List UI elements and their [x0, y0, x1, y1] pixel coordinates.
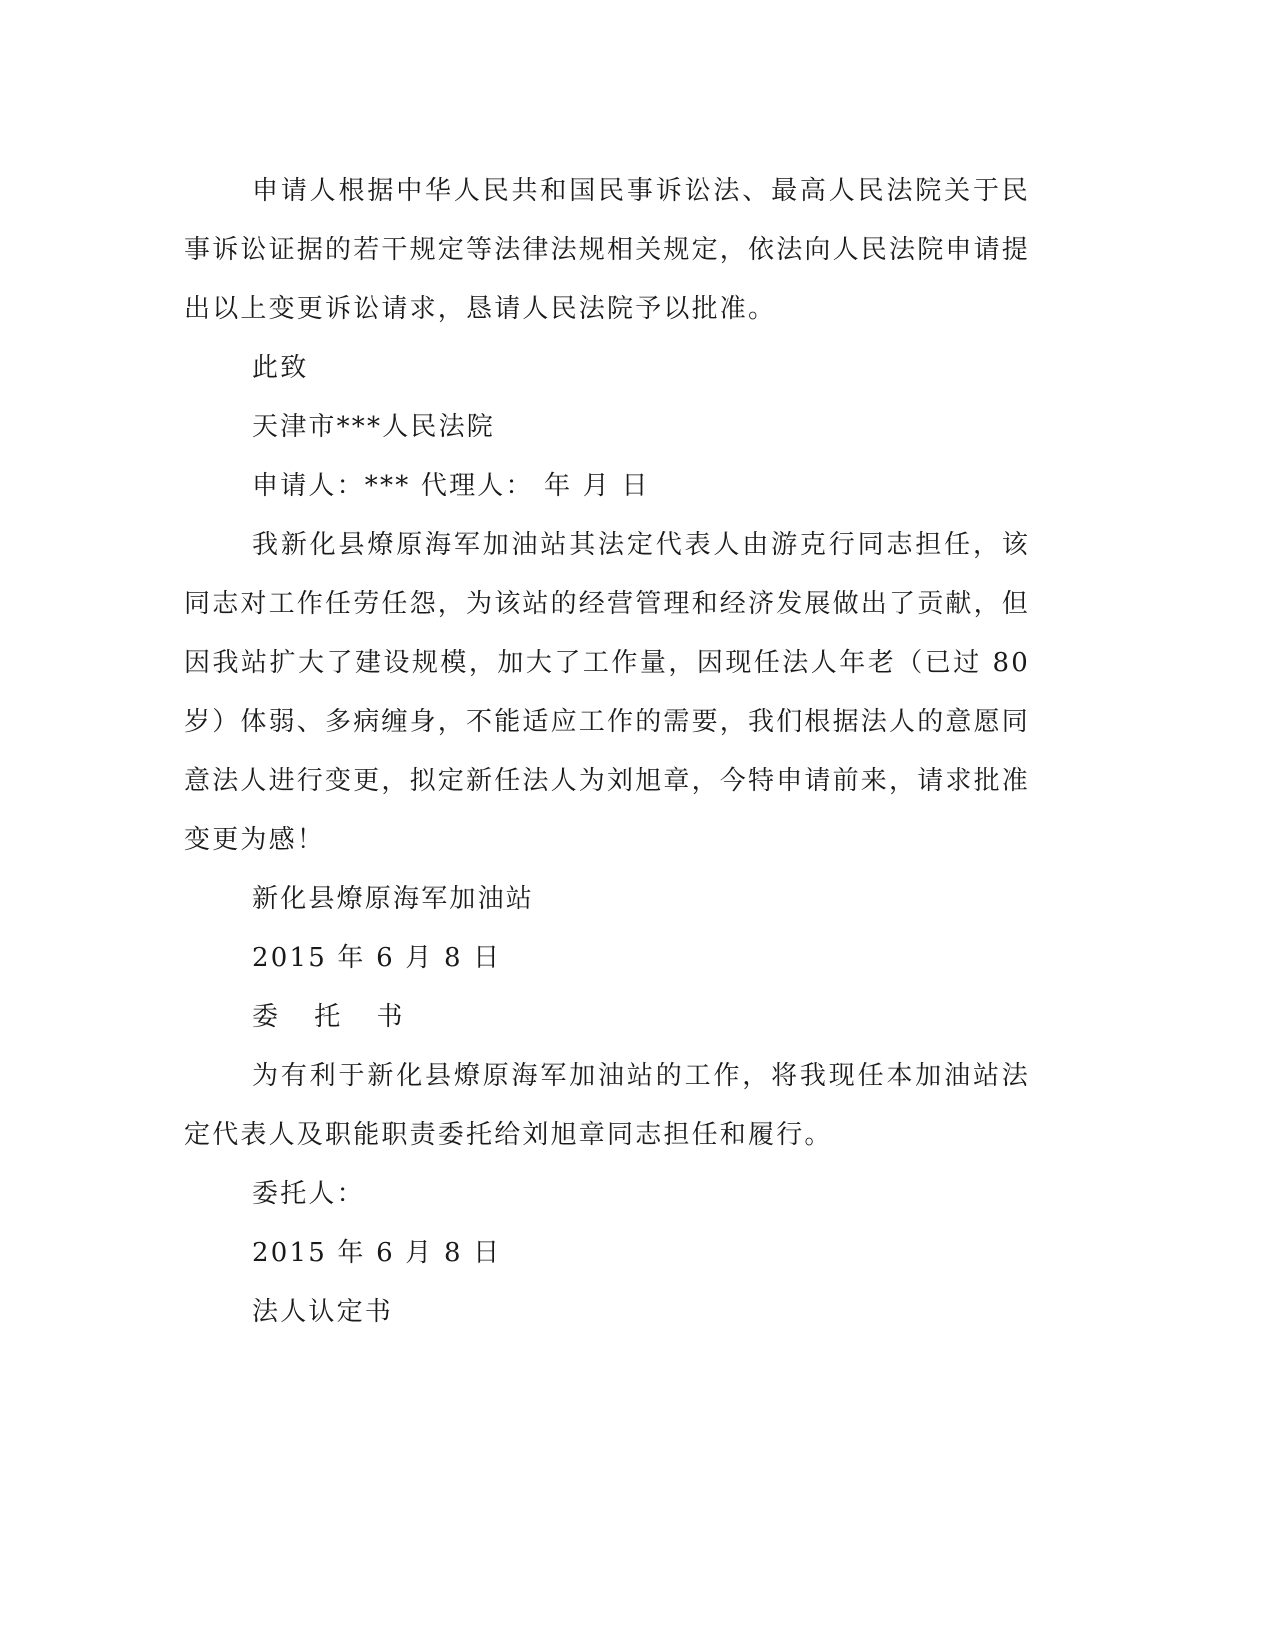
- applicant-signature-line: 申请人：*** 代理人： 年 月 日: [252, 471, 650, 501]
- entrustment-heading: 委 托 书: [252, 1002, 417, 1032]
- organization-name: 新化县燎原海军加油站: [252, 884, 535, 914]
- court-addressee: 天津市***人民法院: [252, 412, 496, 442]
- date-line-2: 2015 年 6 月 8 日: [252, 1238, 502, 1268]
- legal-person-certificate-heading: 法人认定书: [252, 1297, 394, 1327]
- change-request-paragraph: 我新化县燎原海军加油站其法定代表人由游克行同志担任，该同志对工作任劳任怨，为该站的经营管理和经济发展做出了贡献，但因我站扩大了建设规模，加大了工作量，因现任法人年老（已过 80 岁）体弱、多病缠身，不能适应工作的需要，我们根据法人的意愿同意法人进行变更，拟定新任法人为刘旭章，今特申请前来，请求批准变更为感！: [184, 530, 1031, 855]
- entrustment-paragraph: 为有利于新化县燎原海军加油站的工作，将我现任本加油站法定代表人及职能职责委托给刘旭章同志担任和履行。: [184, 1061, 1030, 1150]
- entruster-label: 委托人：: [252, 1179, 365, 1209]
- salutation-line: 此致: [252, 353, 309, 383]
- date-line-1: 2015 年 6 月 8 日: [252, 943, 502, 973]
- application-basis-paragraph: 申请人根据中华人民共和国民事诉讼法、最高人民法院关于民事诉讼证据的若干规定等法律法规相关规定，依法向人民法院申请提出以上变更诉讼请求，恳请人民法院予以批准。: [184, 176, 1031, 324]
- document-body: [184, 162, 1030, 1342]
